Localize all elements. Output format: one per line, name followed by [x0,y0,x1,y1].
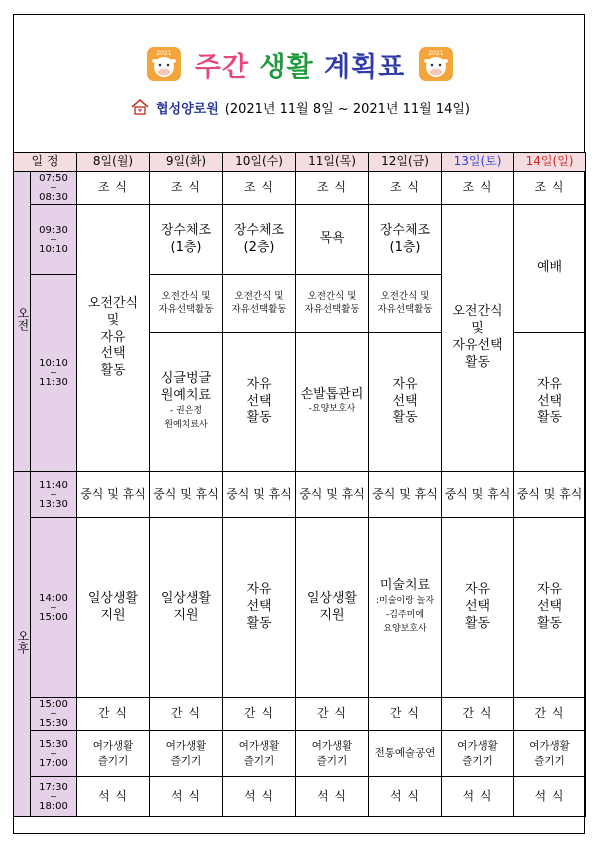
table-row [14,777,586,817]
lunch-cell: 중식 및 휴식 [77,472,150,518]
weekly-schedule-table [13,152,586,817]
subtitle-row [0,96,600,118]
sun-worship: 예배 [514,205,586,333]
breakfast-cell: 조 식 [77,172,150,205]
snack-cell: 간 식 [369,698,442,731]
cell-line: 요양보호사 [383,623,427,634]
cell-line: 활동 [246,410,272,426]
house-logo-icon [130,97,150,117]
day-header: 10일(수) [223,153,296,172]
cell-line: 오전간식 [452,304,503,320]
cell-line: 지원 [173,607,199,623]
cell-line: 자유 [536,582,563,598]
cell-line: 활동 [536,615,563,631]
table-row [14,205,586,275]
cell-line: 및 [106,312,120,328]
svg-text:2021: 2021 [428,50,444,57]
cell-line: 활동 [100,363,126,379]
cell-line: 자유 [100,329,126,345]
time-from: 14:00 [39,592,68,604]
cell-line: 선택 [246,393,272,409]
mon-am-activity [77,205,150,472]
lunch-cell: 중식 및 휴식 [442,472,514,518]
time-to: 15:30 [39,718,68,729]
cell-line: (1층) [170,239,202,255]
table-row [14,731,586,777]
cell-line: 여가생활 [92,740,134,753]
time-cell: 15:00 ~ 15:30 [31,698,77,731]
time-cell: 17:30 ~ 18:00 [31,777,77,817]
time-to: 11:30 [39,377,68,388]
cell-line: 선택 [536,393,563,409]
leisure-cell [442,731,514,777]
dinner-cell: 석 식 [77,777,150,817]
table-row [14,472,586,518]
wed-exercise [223,205,296,275]
lunch-cell: 중식 및 휴식 [296,472,369,518]
time-from: 07:50 [39,173,68,184]
free-activity [223,333,296,472]
lunch-cell: 중식 및 휴식 [150,472,223,518]
time-from: 15:30 [39,738,68,750]
cell-line: 선택 [100,346,126,362]
cell-line: 오전간식 [87,295,139,311]
daily-support [150,518,223,698]
snack-cell: 간 식 [442,698,514,731]
title-row [0,42,600,86]
period-am [14,172,31,472]
table-row [14,518,586,698]
dinner-cell: 석 식 [296,777,369,817]
dinner-cell: 석 식 [514,777,586,817]
cell-line: (1층) [389,239,421,255]
snack-cell: 간 식 [223,698,296,731]
leisure-cell [296,731,369,777]
cell-line: 장수체조 [379,222,431,238]
day-header: 9일(화) [150,153,223,172]
thu-bath: 목욕 [296,205,369,275]
time-from: 17:30 [39,781,68,793]
cell-line: 자유 [536,376,563,392]
day-header-sunday: 14일(일) [514,153,586,172]
day-header-saturday: 13일(토) [442,153,514,172]
cell-line: 지원 [319,607,345,623]
cell-line: -요양보호사 [308,404,356,415]
time-from: 11:40 [39,479,68,491]
cell-line: 즐기기 [534,754,565,767]
cell-line: 자유선택활동 [231,303,287,315]
snack-cell: 간 식 [77,698,150,731]
cell-line: 즐기기 [170,754,202,767]
cell-line: 손발톱관리 [300,386,364,402]
leisure-cell [223,731,296,777]
cell-line: 여가생활 [529,740,570,753]
table-row [14,698,586,731]
cell-line: 선택 [464,599,491,615]
cell-line: 즐기기 [316,754,348,767]
thu-care [296,333,369,472]
cell-line: 원예치료 [160,388,212,404]
cell-line: 활동 [464,615,491,631]
cell-line: 자유선택 [452,338,503,353]
cell-line: 자유 [392,376,418,392]
leisure-cell [514,731,586,777]
time-cell: 15:30 ~ 17:00 [31,731,77,777]
cell-line: 자유 [464,582,491,598]
cell-line: 선택 [392,393,418,409]
cell-line: 및 [471,321,484,337]
cell-line: - 권은정 [169,405,203,416]
cell-line: 자유 [246,376,272,392]
daily-support [296,518,369,698]
breakfast-cell: 조 식 [223,172,296,205]
lunch-cell: 중식 및 휴식 [223,472,296,518]
period-pm-label: 오후 [15,629,30,654]
time-to: 10:10 [39,243,68,255]
svg-text:2021: 2021 [156,50,172,57]
org-name: 협성양로원 [155,101,219,117]
time-cell: 11:40 ~ 13:30 [31,472,77,518]
dinner-cell: 석 식 [442,777,514,817]
corner-cell: 일 정 [14,153,77,172]
day-header: 11일(목) [296,153,369,172]
time-to: 18:00 [39,800,68,812]
lunch-cell: 중식 및 휴식 [514,472,586,518]
fri-leisure: 전통예술공연 [369,731,442,777]
cell-line: 즐기기 [462,754,493,767]
cell-line: 여가생활 [238,740,280,753]
fri-exercise [369,205,442,275]
cell-line: 일상생활 [306,590,358,606]
period-pm [14,472,31,817]
cell-line: 오전간식 및 [161,291,211,303]
breakfast-cell: 조 식 [514,172,586,205]
title-word-3: 계획표 [323,51,406,83]
cell-line: 원예치료사 [164,419,208,430]
tue-therapy [150,333,223,472]
fri-art [369,518,442,698]
cell-line: 오전간식 및 [234,291,284,303]
breakfast-cell: 조 식 [369,172,442,205]
time-from: 10:10 [39,358,68,369]
free-activity [442,518,514,698]
cell-line: 일상생활 [87,590,139,606]
sat-am-activity [442,205,514,472]
time-from: 15:00 [39,699,68,710]
free-activity [369,333,442,472]
cell-line: 즐기기 [97,754,129,767]
dinner-cell: 석 식 [369,777,442,817]
snack-free-cell [369,275,442,333]
leisure-cell [77,731,150,777]
cell-line: 자유선택활동 [377,303,433,315]
snack-free-cell [296,275,369,333]
cell-line: 오전간식 및 [307,291,357,303]
cow-icon [147,47,181,81]
free-activity [514,333,586,472]
cell-line: 선택 [246,599,272,615]
cell-line: 여가생활 [165,740,207,753]
cell-line: 오전간식 및 [380,291,430,303]
time-to: 08:30 [39,192,68,203]
cell-line: 여가생활 [311,740,353,753]
breakfast-cell: 조 식 [442,172,514,205]
time-to: 17:00 [39,757,68,769]
day-header: 12일(금) [369,153,442,172]
cell-line: 장수체조 [233,222,285,238]
cell-line: :미술이랑 놀자 [375,596,435,607]
time-to: 13:30 [39,498,68,510]
cell-line: 선택 [536,599,563,615]
snack-free-cell [150,275,223,333]
cell-line: 미술치료 [379,578,431,594]
day-header: 8일(월) [77,153,150,172]
cell-line: 여가생활 [457,740,498,753]
free-activity [223,518,296,698]
header-row [14,153,586,172]
free-activity [514,518,586,698]
dinner-cell: 석 식 [150,777,223,817]
cow-icon [419,47,453,81]
cell-line: 활동 [246,615,272,631]
tue-exercise [150,205,223,275]
cell-line: 활동 [464,354,491,370]
cell-line: 자유선택활동 [304,303,360,315]
daily-support [77,518,150,698]
time-cell: 14:00 ~ 15:00 [31,518,77,698]
breakfast-cell: 조 식 [150,172,223,205]
time-cell: 10:10 ~ 11:30 [31,275,77,472]
cell-line: 자유 [246,582,272,598]
dinner-cell: 석 식 [223,777,296,817]
title-word-2: 생활 [259,51,314,83]
cell-line: -김주미에 [385,609,425,620]
time-to: 15:00 [39,611,68,623]
snack-cell: 간 식 [514,698,586,731]
cell-line: (2층) [243,239,275,255]
cell-line: 일상생활 [160,590,212,606]
snack-free-cell [223,275,296,333]
time-from: 09:30 [39,224,68,236]
cell-line: 활동 [392,410,418,426]
period-am-label: 오전 [15,307,30,332]
time-cell: 07:50 ~ 08:30 [31,172,77,205]
snack-cell: 간 식 [150,698,223,731]
cell-line: 지원 [100,607,126,623]
title-word-1: 주간 [194,51,249,83]
page-title [195,45,405,84]
breakfast-cell: 조 식 [296,172,369,205]
leisure-cell [150,731,223,777]
cell-line: 싱글벙글 [160,371,212,387]
cell-line: 장수체조 [160,222,212,238]
lunch-cell: 중식 및 휴식 [369,472,442,518]
table-row [14,172,586,205]
date-range: (2021년 11월 8일 ~ 2021년 11월 14일) [224,101,471,117]
cell-line: 자유선택활동 [158,303,214,315]
time-cell: 09:30 ~ 10:10 [31,205,77,275]
snack-cell: 간 식 [296,698,369,731]
cell-line: 즐기기 [243,754,275,767]
cell-line: 활동 [536,410,563,426]
